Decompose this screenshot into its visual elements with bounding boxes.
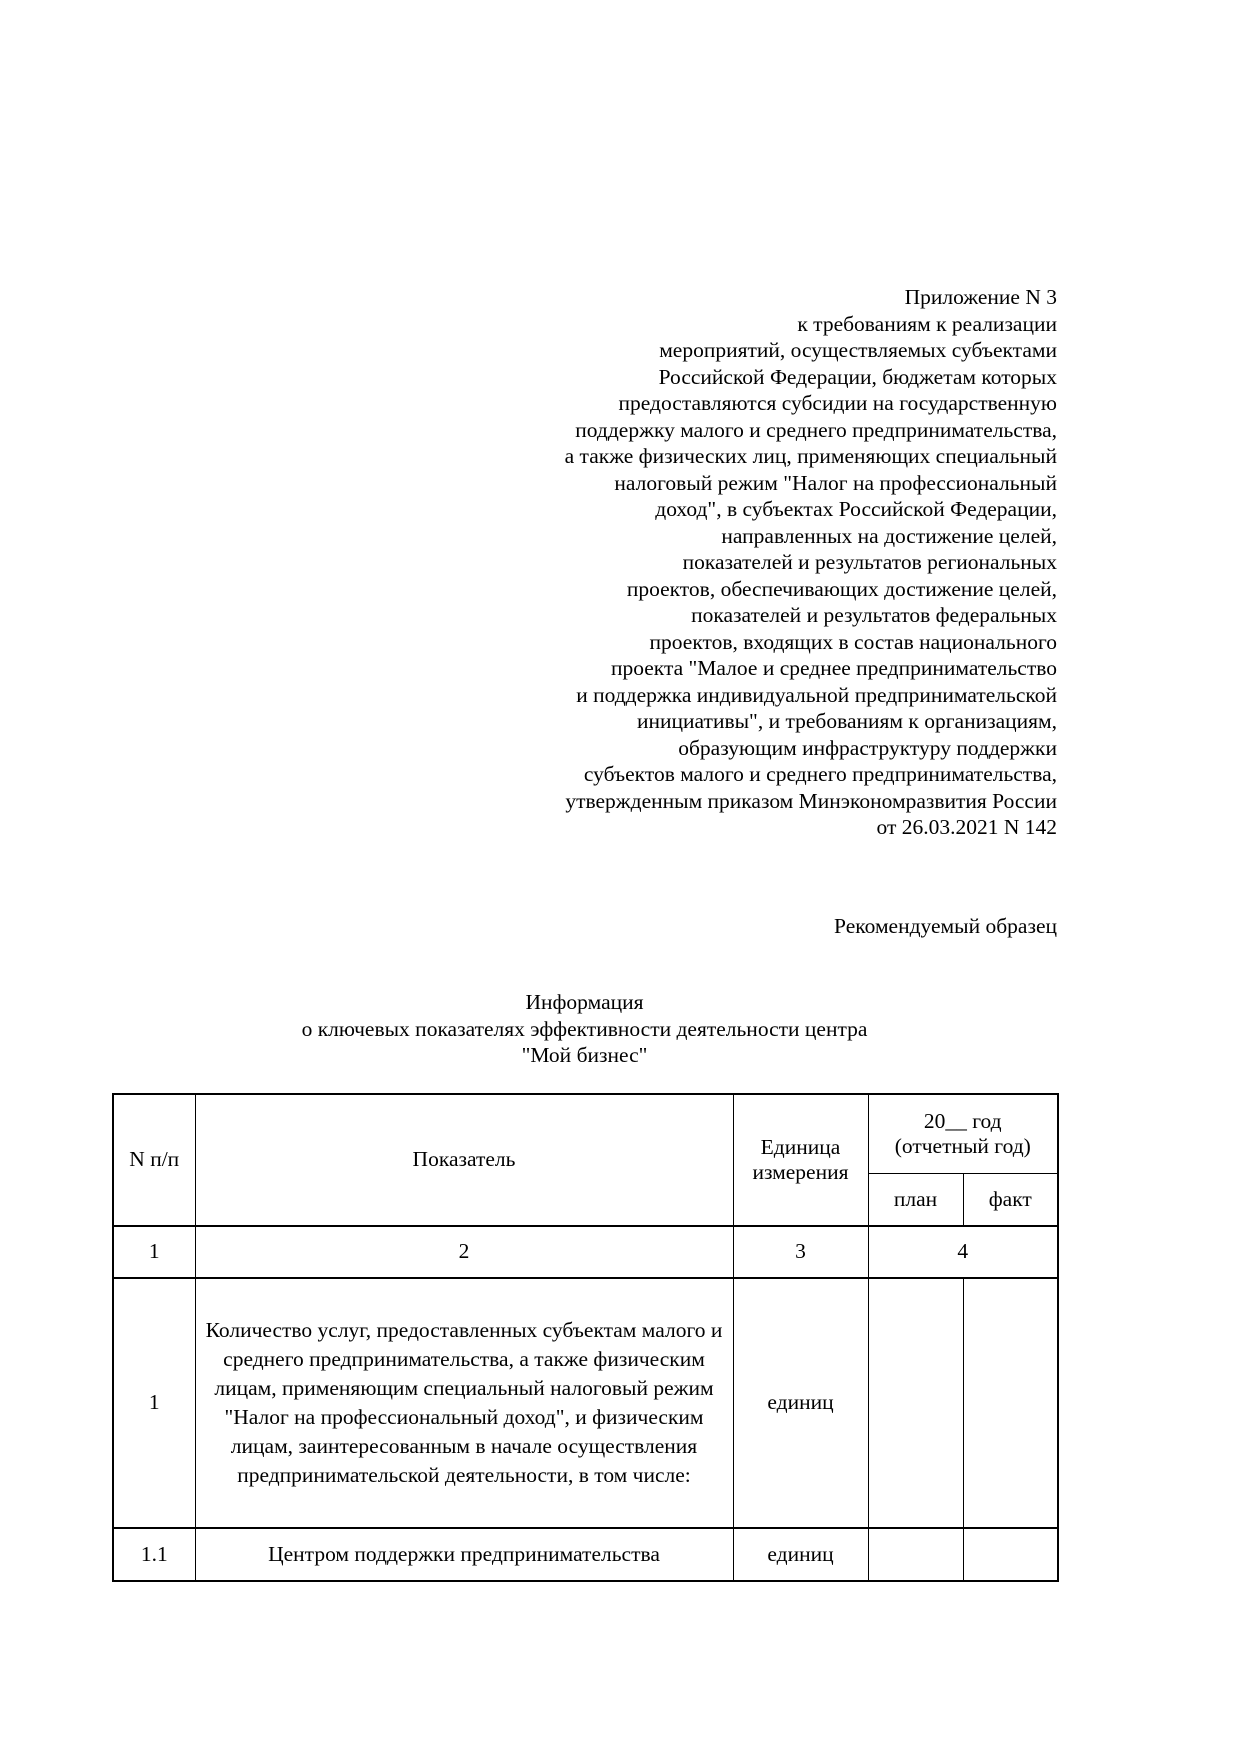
appendix-line: поддержку малого и среднего предпринимательства, [575, 417, 1057, 442]
row-fact-cell [963, 1278, 1058, 1528]
appendix-reference-block [112, 284, 1057, 841]
appendix-line: утвержденным приказом Минэкономразвития России [565, 788, 1057, 813]
header-cell-unit: Единица измерения [733, 1094, 868, 1226]
header-cell-number: N п/п [113, 1094, 195, 1226]
title-line: "Мой бизнес" [521, 1043, 648, 1067]
column-number-cell: 4 [868, 1226, 1058, 1278]
header-cell-plan: план [868, 1174, 963, 1226]
row-number-cell: 1.1 [113, 1528, 195, 1581]
appendix-line: а также физических лиц, применяющих специальный [564, 444, 1057, 468]
row-unit-cell: единиц [733, 1528, 868, 1581]
appendix-line: к требованиям к реализации [797, 311, 1057, 336]
appendix-line: образующим инфраструктуру поддержки [678, 735, 1057, 760]
row-indicator-cell: Центром поддержки предпринимательства [195, 1528, 733, 1581]
title-line: Информация [525, 990, 644, 1014]
column-number-cell: 2 [195, 1226, 733, 1278]
appendix-line: показателей и результатов региональных [682, 550, 1057, 574]
appendix-line: предоставляются субсидии на государственную [618, 391, 1057, 415]
appendix-line: и поддержка индивидуальной предпринимательской [576, 682, 1057, 707]
table-row [113, 1528, 1058, 1581]
kpi-table [112, 1093, 1059, 1582]
row-number-cell: 1 [113, 1278, 195, 1528]
row-unit-cell: единиц [733, 1278, 868, 1528]
column-number-cell: 1 [113, 1226, 195, 1278]
row-fact-cell [963, 1528, 1058, 1581]
appendix-line: проектов, входящих в состав национального [649, 629, 1057, 654]
title-line: о ключевых показателях эффективности деятельности центра [301, 1016, 868, 1041]
appendix-line: инициативы", и требованиям к организациям, [637, 709, 1057, 733]
recommended-sample-label: Рекомендуемый образец [834, 913, 1057, 938]
document-title [112, 989, 1057, 1069]
appendix-line: налоговый режим "Налог на профессиональный [614, 470, 1057, 495]
column-number-cell: 3 [733, 1226, 868, 1278]
appendix-line: от 26.03.2021 N 142 [876, 815, 1057, 839]
appendix-line: направленных на достижение целей, [721, 523, 1057, 548]
table-header-row [113, 1094, 1058, 1174]
appendix-line: субъектов малого и среднего предпринимательства, [583, 762, 1057, 786]
row-indicator-cell: Количество услуг, предоставленных субъектам малого и среднего предпринимательства, а также физическим лицам, применяющим специальный налоговый режим "Налог на профессиональный доход", и физическим лицам, заинтересованным в начале осуществления предпринимательской деятельности, в том числе: [195, 1278, 733, 1528]
appendix-line: мероприятий, осуществляемых субъектами [659, 338, 1057, 362]
appendix-line: Приложение N 3 [904, 285, 1057, 309]
row-plan-cell [868, 1278, 963, 1528]
appendix-line: проектов, обеспечивающих достижение целей, [626, 576, 1057, 601]
header-cell-year: 20__ год (отчетный год) [868, 1094, 1058, 1174]
appendix-line: проекта "Малое и среднее предпринимательство [610, 656, 1057, 680]
column-numbers-row [113, 1226, 1058, 1278]
row-plan-cell [868, 1528, 963, 1581]
appendix-line: доход", в субъектах Российской Федерации, [655, 497, 1057, 521]
table-row [113, 1278, 1058, 1528]
appendix-line: показателей и результатов федеральных [691, 603, 1057, 627]
appendix-line: Российской Федерации, бюджетам которых [658, 364, 1057, 389]
header-cell-fact: факт [963, 1174, 1058, 1226]
header-cell-indicator: Показатель [195, 1094, 733, 1226]
